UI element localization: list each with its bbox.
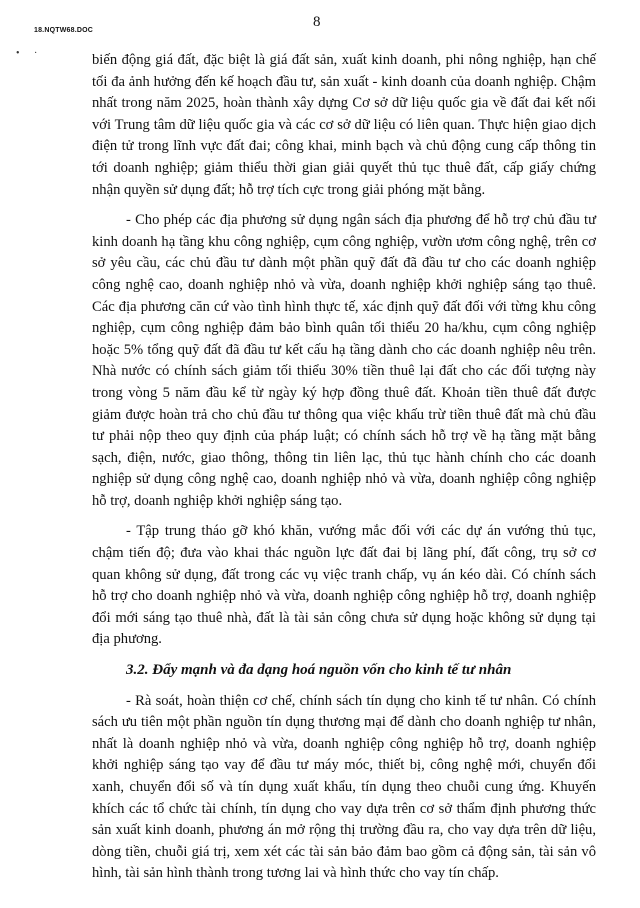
paragraph-remove-obstacles: - Tập trung tháo gỡ khó khăn, vướng mắc đối với các dự án vướng thủ tục, chậm tiến độ; đưa vào khai thác nguồn lực đất đai bị lãng phí, đất công, trụ sở cơ quan không sử dụng, đất trong các vụ việc tranh chấp, vụ án kéo dài. Có chính sách hỗ trợ cho doanh nghiệp nhỏ và vừa, doanh nghiệp công nghiệp hỗ trợ, doanh nghiệp đổi mới sáng tạo thuê nhà, đất là tài sản công chưa sử dụng hoặc không sử dụng tại địa phương.: [92, 523, 596, 648]
page-number: 8: [313, 14, 321, 30]
paragraph-credit-policy: - Rà soát, hoàn thiện cơ chế, chính sách tín dụng cho kinh tế tư nhân. Có chính sách ưu tiên một phần nguồn tín dụng thương mại để dành cho doanh nghiệp tư nhân, nhất là doanh nghiệp nhỏ và vừa, doanh nghiệp công nghiệp hỗ trợ, doanh nghiệp khởi nghiệp sáng tạo vay để đầu tư máy móc, thiết bị, công nghệ mới, chuyển đổi xanh, chuyển đổi số và tín dụng xuất khẩu, tín dụng theo chuỗi cung ứng. Khuyến khích các tổ chức tài chính, tín dụng cho vay dựa trên cơ sở thẩm định phương thức sản xuất kinh doanh, phương án mở rộng thị trường đầu ra, cho vay dựa trên dữ liệu, dòng tiền, chuỗi giá trị, xem xét các tài sản bảo đảm bao gồm cả động sản, tài sản vô hình, tài sản hình thành trong tương lai và hình thức cho vay tín chấp.: [92, 692, 596, 882]
document-code: 18.NQTW68.DOC: [34, 27, 93, 34]
margin-mark: • ·: [16, 48, 44, 59]
paragraph-local-budget-support: - Cho phép các địa phương sử dụng ngân sách địa phương để hỗ trợ chủ đầu tư kinh doanh hạ tầng khu công nghiệp, cụm công nghiệp, vườn ươm công nghệ, trên cơ sở yêu cầu, các chủ đầu tư dành một phần quỹ đất đã đầu tư cho các doanh nghiệp công nghệ cao, doanh nghiệp nhỏ và vừa, doanh nghiệp khởi nghiệp sáng tạo thuê. Các địa phương căn cứ vào tình hình thực tế, xác định quỹ đất đối với từng khu công nghiệp, cụm công nghiệp đảm bảo bình quân tối thiểu 20 ha/khu, cụm công nghiệp hoặc 5% tổng quỹ đất đã đầu tư kết cấu hạ tầng dành cho các doanh nghiệp nêu trên. Nhà nước có chính sách giảm tối thiểu 30% tiền thuê lại đất cho các đối tượng này trong vòng 5 năm đầu kể từ ngày ký hợp đồng thuê đất. Khoản tiền thuê đất được giảm được hoàn trả cho chủ đầu tư thông qua việc khấu trừ tiền thuê đất mà chủ đầu tư phải nộp theo quy định của pháp luật; có chính sách hỗ trợ về hạ tầng mặt bằng sạch, điện, nước, giao thông, thông tin liên lạc, thủ tục hành chính cho các doanh nghiệp sử dụng công nghệ cao, doanh nghiệp nhỏ và vừa, doanh nghiệp công nghiệp hỗ trợ, doanh nghiệp khởi nghiệp sáng tạo.: [92, 212, 596, 509]
paragraph-land-continuation: biến động giá đất, đặc biệt là giá đất sản, xuất kinh doanh, phi nông nghiệp, hạn chế tối đa ảnh hưởng đến kế hoạch đầu tư, sản xuất - kinh doanh của doanh nghiệp. Chậm nhất trong năm 2025, hoàn thành xây dựng Cơ sở dữ liệu quốc gia về đất đai kết nối với Trung tâm dữ liệu quốc gia và các cơ sở dữ liệu có liên quan. Thực hiện giao dịch điện tử trong lĩnh vực đất đai; công khai, minh bạch và chủ động cung cấp thông tin tới doanh nghiệp; giảm thiểu thời gian giải quyết thủ tục thuê đất, cấp giấy chứng nhận quyền sử dụng đất; hỗ trợ tích cực trong giải phóng mặt bằng.: [92, 52, 596, 198]
document-body: [92, 50, 596, 894]
section-heading-3-2: 3.2. Đẩy mạnh và đa dạng hoá nguồn vốn cho kinh tế tư nhân: [126, 662, 512, 679]
